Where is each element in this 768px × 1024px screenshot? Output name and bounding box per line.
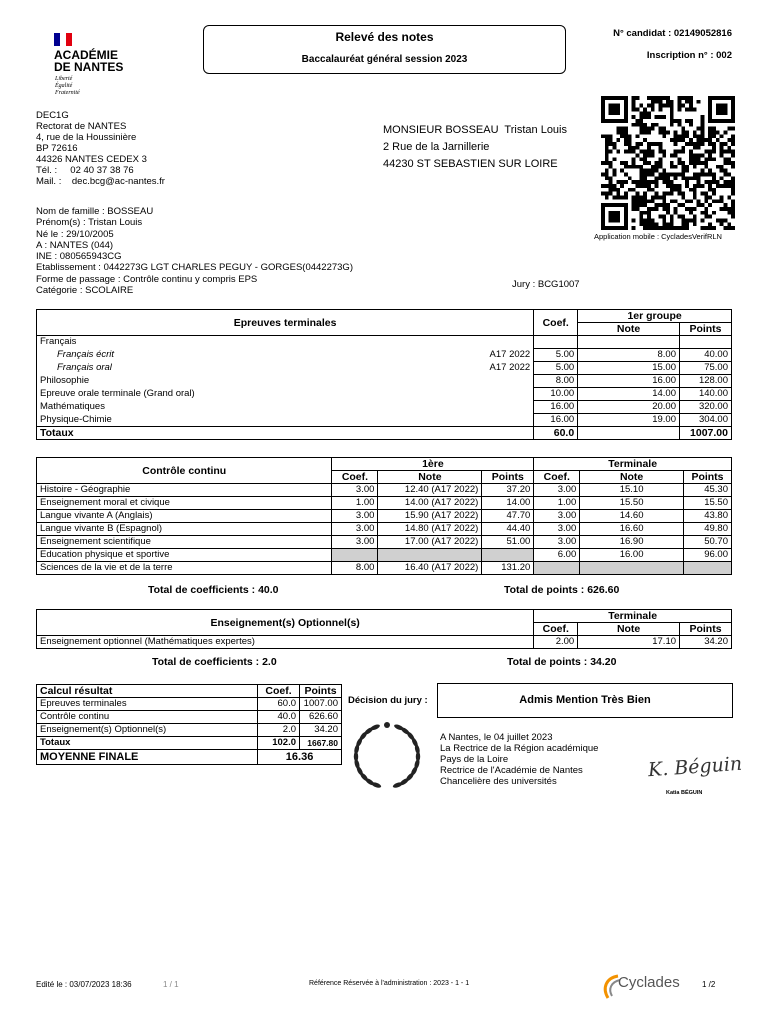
table-row: [37, 724, 342, 737]
handwritten-signature: K. Béguin: [647, 752, 743, 782]
header-calcul: Calcul résultat: [37, 685, 258, 698]
candidate-line: Nom de famille : BOSSEAU: [36, 206, 154, 217]
points-1ere: 51.00: [482, 536, 534, 549]
subject-points: 320.00: [679, 401, 731, 414]
header-note: Note: [578, 623, 680, 636]
points-terminale: 45.30: [683, 484, 731, 497]
calc-name: Epreuves terminales: [37, 698, 258, 711]
calc-points: 34.20: [300, 724, 342, 737]
note-1ere: 15.90 (A17 2022): [378, 510, 482, 523]
subject-session: [480, 401, 534, 414]
subject-name: Sciences de la vie et de la terre: [37, 562, 332, 575]
coef-terminale: 6.00: [534, 549, 580, 562]
subject-coef: 16.00: [534, 414, 578, 427]
table-row: [37, 549, 732, 562]
subject-name: Enseignement moral et civique: [37, 497, 332, 510]
subject-coef: [534, 336, 578, 349]
subject-session: [480, 336, 534, 349]
subject-name: Philosophie: [37, 375, 480, 388]
candidat-number: N° candidat : 02149052816: [613, 28, 732, 39]
signature-line: Pays de la Loire: [440, 754, 509, 765]
subject-name: Français oral: [37, 362, 480, 375]
points-1ere: 131.20: [482, 562, 534, 575]
coef-1ere: 3.00: [332, 523, 378, 536]
subject-name: Enseignement scientifique: [37, 536, 332, 549]
subject-session: [480, 388, 534, 401]
header-groupe: 1er groupe: [578, 310, 732, 323]
coef-1ere: 3.00: [332, 536, 378, 549]
signature-line: Rectrice de l'Académie de Nantes: [440, 765, 583, 776]
opt-total-coef: Total de coefficients : 2.0: [152, 656, 277, 668]
note-1ere: 14.80 (A17 2022): [378, 523, 482, 536]
header-points: Points: [683, 471, 731, 484]
table-row: [37, 536, 732, 549]
coef-terminale: 3.00: [534, 510, 580, 523]
cyclades-logo: [600, 970, 696, 1002]
sender-line: Rectorat de NANTES: [36, 121, 127, 132]
header-epreuves: Epreuves terminales: [37, 310, 534, 336]
header-coef: Coef.: [332, 471, 378, 484]
header-coef: Coef.: [534, 310, 578, 336]
header-box: [203, 25, 566, 74]
decision-box: [437, 683, 733, 718]
table-row: [37, 636, 732, 649]
subject-note: 8.00: [578, 349, 680, 362]
subject-points: 304.00: [679, 414, 731, 427]
points-terminale: 50.70: [683, 536, 731, 549]
cc-total-points: Total de points : 626.60: [504, 584, 620, 596]
calc-name: Contrôle continu: [37, 711, 258, 724]
inscription-number: Inscription n° : 002: [646, 50, 732, 61]
coef-terminale: [534, 562, 580, 575]
table-row: [37, 711, 342, 724]
note-terminale: 16.60: [580, 523, 684, 536]
sender-line: Mail. : dec.bcg@ac-nantes.fr: [36, 176, 165, 187]
subject-points: 128.00: [679, 375, 731, 388]
candidate-info: [36, 206, 353, 296]
recipient-line: 44230 ST SEBASTIEN SUR LOIRE: [383, 158, 558, 170]
subject-points: 75.00: [679, 362, 731, 375]
subject-note: 14.00: [578, 388, 680, 401]
subject-name: Français: [37, 336, 480, 349]
qr-modules: [601, 96, 735, 230]
points-terminale: 43.80: [683, 510, 731, 523]
moyenne-value: 16.36: [258, 750, 342, 765]
option-coef: 2.00: [534, 636, 578, 649]
decision-value: Admis Mention Très Bien: [519, 694, 651, 706]
footer-folio: 1 / 1: [163, 980, 179, 989]
totaux-points: 1007.00: [679, 427, 731, 440]
option-note: 17.10: [578, 636, 680, 649]
note-1ere: [378, 549, 482, 562]
candidate-line: Etablissement : 0442273G LGT CHARLES PEGUY - GORGES(0442273G): [36, 262, 353, 274]
coef-1ere: 1.00: [332, 497, 378, 510]
calc-coef: 60.0: [258, 698, 300, 711]
recipient-line: MONSIEUR BOSSEAU Tristan Louis: [383, 124, 567, 136]
points-1ere: 47.70: [482, 510, 534, 523]
note-terminale: 16.90: [580, 536, 684, 549]
header-coef: Coef.: [534, 623, 578, 636]
sender-line: 4, rue de la Houssinière: [36, 132, 137, 143]
recipient-line: 2 Rue de la Jarnillerie: [383, 141, 490, 153]
footer-reference: Référence Réservée à l'administration : 2023 - 1 - 1: [309, 980, 470, 987]
flag-icon: [54, 33, 72, 46]
header-optionnel: Enseignement(s) Optionnel(s): [37, 610, 534, 636]
note-terminale: 14.60: [580, 510, 684, 523]
footer-page: 1 /2: [702, 980, 716, 989]
cyclades-brand: Cyclades: [618, 974, 680, 991]
table-row: [37, 388, 732, 401]
totaux-note: [578, 427, 680, 440]
calc-totaux-points: 1667.80: [300, 737, 342, 750]
totaux-label: Totaux: [37, 427, 534, 440]
signature-line: A Nantes, le 04 juillet 2023: [440, 732, 553, 743]
controle-continu-table: [36, 457, 732, 575]
subject-name: Physique-Chimie: [37, 414, 480, 427]
logo-motto-1: Liberté: [55, 76, 73, 82]
header-note: Note: [580, 471, 684, 484]
subject-session: [480, 375, 534, 388]
sender-line: Tél. : 02 40 37 38 76: [36, 165, 134, 176]
note-terminale: 15.10: [580, 484, 684, 497]
subject-session: A17 2022: [480, 362, 534, 375]
wreath-seal-icon: [346, 715, 428, 797]
subject-name: Langue vivante A (Anglais): [37, 510, 332, 523]
subject-points: [679, 336, 731, 349]
note-terminale: 15.50: [580, 497, 684, 510]
header-points: Points: [680, 623, 732, 636]
signature-block: [440, 732, 598, 787]
header-note: Note: [378, 471, 482, 484]
points-terminale: 49.80: [683, 523, 731, 536]
subject-name: Epreuve orale terminale (Grand oral): [37, 388, 480, 401]
subject-name: Education physique et sportive: [37, 549, 332, 562]
subject-note: 16.00: [578, 375, 680, 388]
candidate-line: Catégorie : SCOLAIRE: [36, 285, 134, 297]
sender-line: DEC1G: [36, 110, 69, 121]
points-terminale: 15.50: [683, 497, 731, 510]
subject-coef: 16.00: [534, 401, 578, 414]
option-points: 34.20: [680, 636, 732, 649]
sender-line: 44326 NANTES CEDEX 3: [36, 154, 147, 165]
cc-total-coef: Total de coefficients : 40.0: [148, 584, 279, 596]
header-note: Note: [578, 323, 680, 336]
coef-1ere: 3.00: [332, 484, 378, 497]
coef-terminale: 3.00: [534, 536, 580, 549]
coef-terminale: 3.00: [534, 484, 580, 497]
table-row: [37, 414, 732, 427]
calc-points: 626.60: [300, 711, 342, 724]
subject-name: Français écrit: [37, 349, 480, 362]
subject-name: Langue vivante B (Espagnol): [37, 523, 332, 536]
note-1ere: 17.00 (A17 2022): [378, 536, 482, 549]
table-row: [37, 362, 732, 375]
table-row: [37, 698, 342, 711]
note-terminale: [580, 562, 684, 575]
subject-points: 40.00: [679, 349, 731, 362]
subject-note: [578, 336, 680, 349]
candidate-line: Prénom(s) : Tristan Louis: [36, 217, 143, 229]
jury-code: Jury : BCG1007: [512, 279, 580, 290]
table-row: [37, 497, 732, 510]
recipient-address: [383, 122, 567, 173]
subject-session: A17 2022: [480, 349, 534, 362]
logo-line1: ACADÉMIE: [54, 48, 119, 62]
header-controle: Contrôle continu: [37, 458, 332, 484]
note-1ere: 14.00 (A17 2022): [378, 497, 482, 510]
header-points: Points: [300, 685, 342, 698]
sender-line: BP 72616: [36, 143, 78, 154]
qr-code-icon: [598, 96, 738, 230]
calcul-resultat-table: [36, 684, 342, 765]
signature-line: Chancelière des universités: [440, 776, 557, 787]
qr-caption: Application mobile : CycladesVerifRLN: [594, 232, 722, 241]
header-points: Points: [679, 323, 731, 336]
subject-session: [480, 414, 534, 427]
note-1ere: 16.40 (A17 2022): [378, 562, 482, 575]
page-subtitle: Baccalauréat général session 2023: [301, 54, 468, 65]
logo-motto-2: Égalité: [55, 83, 73, 89]
page-title: Relevé des notes: [335, 30, 434, 44]
header-terminale: Terminale: [534, 610, 732, 623]
coef-terminale: 3.00: [534, 523, 580, 536]
subject-points: 140.00: [679, 388, 731, 401]
table-row: [37, 336, 732, 349]
calc-name: Enseignement(s) Optionnel(s): [37, 724, 258, 737]
moyenne-label: MOYENNE FINALE: [37, 750, 258, 765]
header-coef: Coef.: [258, 685, 300, 698]
logo-line2: DE NANTES: [54, 60, 124, 74]
header-1ere: 1ère: [332, 458, 534, 471]
candidate-line: Né le : 29/10/2005: [36, 228, 114, 240]
table-row: [37, 375, 732, 388]
table-row: [37, 484, 732, 497]
academie-logo: [52, 33, 132, 103]
signature-line: La Rectrice de la Région académique: [440, 743, 599, 754]
subject-note: 19.00: [578, 414, 680, 427]
footer-edited: Edité le : 03/07/2023 18:36: [36, 980, 132, 989]
epreuves-terminales-table: [36, 309, 732, 440]
subject-coef: 5.00: [534, 349, 578, 362]
decision-label: Décision du jury :: [348, 695, 428, 706]
calc-points: 1007.00: [300, 698, 342, 711]
subject-coef: 8.00: [534, 375, 578, 388]
points-1ere: [482, 549, 534, 562]
table-row: [37, 510, 732, 523]
table-row: [37, 562, 732, 575]
coef-terminale: 1.00: [534, 497, 580, 510]
points-1ere: 37.20: [482, 484, 534, 497]
signatory-name: Katia BÉGUIN: [666, 790, 703, 796]
totaux-coef: 60.0: [534, 427, 578, 440]
coef-1ere: [332, 549, 378, 562]
calc-coef: 2.0: [258, 724, 300, 737]
candidate-line: INE : 080565943CG: [36, 251, 122, 263]
points-1ere: 44.40: [482, 523, 534, 536]
subject-coef: 5.00: [534, 362, 578, 375]
candidate-line: Forme de passage : Contrôle continu y compris EPS: [36, 273, 258, 285]
note-terminale: 16.00: [580, 549, 684, 562]
subject-coef: 10.00: [534, 388, 578, 401]
table-row: [37, 401, 732, 414]
opt-total-points: Total de points : 34.20: [507, 656, 617, 668]
note-1ere: 12.40 (A17 2022): [378, 484, 482, 497]
points-terminale: [683, 562, 731, 575]
coef-1ere: 8.00: [332, 562, 378, 575]
header-coef: Coef.: [534, 471, 580, 484]
calc-totaux-coef: 102.0: [258, 737, 300, 750]
subject-name: Histoire - Géographie: [37, 484, 332, 497]
candidate-line: A : NANTES (044): [36, 239, 114, 251]
points-1ere: 14.00: [482, 497, 534, 510]
table-row: [37, 523, 732, 536]
header-terminale: Terminale: [534, 458, 732, 471]
subject-name: Mathématiques: [37, 401, 480, 414]
logo-motto-3: Fraternité: [55, 90, 80, 96]
optionnel-table: [36, 609, 732, 649]
calc-coef: 40.0: [258, 711, 300, 724]
table-row: [37, 349, 732, 362]
coef-1ere: 3.00: [332, 510, 378, 523]
subject-note: 15.00: [578, 362, 680, 375]
option-name: Enseignement optionnel (Mathématiques expertes): [37, 636, 534, 649]
calc-totaux-label: Totaux: [37, 737, 258, 750]
sender-address: [36, 110, 165, 187]
header-points: Points: [482, 471, 534, 484]
subject-note: 20.00: [578, 401, 680, 414]
points-terminale: 96.00: [683, 549, 731, 562]
